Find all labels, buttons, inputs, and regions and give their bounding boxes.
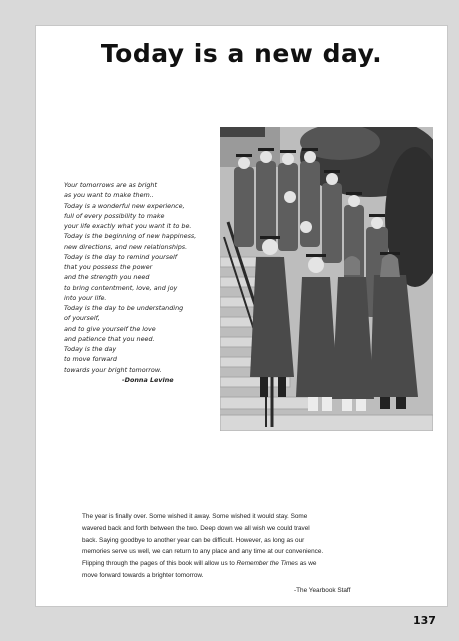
poem-line: full of every possibility to make bbox=[64, 211, 165, 220]
poem-line: and patience that you need. bbox=[64, 334, 155, 343]
yearbook-staff-signature: -The Yearbook Staff bbox=[294, 587, 351, 594]
poem-line: and the strength you need bbox=[64, 273, 150, 282]
group-photo bbox=[220, 127, 433, 431]
poem-line: to bring contentment, love, and joy bbox=[64, 283, 178, 292]
staff-note-line: move forward towards a brighter tomorrow. bbox=[82, 571, 204, 579]
staff-note-text: as we bbox=[297, 560, 317, 568]
poem-line: to move forward bbox=[64, 355, 117, 364]
poem-line: Today is the day to be understanding bbox=[64, 304, 184, 312]
staff-note-text: Flipping through the pages of this book will allow us to bbox=[82, 560, 237, 568]
poem-line: as you want to make them.. bbox=[64, 191, 154, 200]
graduates-photo-icon bbox=[220, 127, 433, 431]
poem-author: -Donna Levine bbox=[122, 375, 174, 384]
poem-line: Today is the day to remind yourself bbox=[64, 252, 178, 261]
poem-line: towards your bright tomorrow. bbox=[64, 365, 162, 374]
page-title: Today is a new day. bbox=[100, 39, 383, 68]
staff-note-line: back. Saying goodbye to another year can be difficult. However, as long as our bbox=[82, 536, 305, 544]
staff-note-line: wavered back and forth between the two. Deep down we all wish we could travel bbox=[82, 524, 310, 532]
staff-note-line: memories serve us well, we can return to any place and any time at our convenience. bbox=[82, 548, 324, 556]
yearbook-staff-note bbox=[82, 511, 402, 582]
page-number: 137 bbox=[413, 614, 436, 627]
poem-line: and to give yourself the love bbox=[64, 324, 156, 333]
poem-line: of yourself, bbox=[64, 314, 100, 323]
poem-line: Today is a wonderful new experience, bbox=[64, 201, 185, 210]
poem-line: Today is the day bbox=[64, 345, 117, 353]
poem-line: your life exactly what you want it to be. bbox=[64, 222, 192, 230]
staff-note-line bbox=[82, 558, 402, 570]
poem bbox=[64, 180, 234, 385]
poem-line: Your tomorrows are as bright bbox=[64, 181, 157, 189]
yearbook-page bbox=[36, 26, 447, 606]
staff-note-line: The year is finally over. Some wished it away. Some wished it would stay. Some bbox=[82, 513, 308, 520]
poem-line: into your life. bbox=[64, 293, 107, 302]
poem-line: new directions, and new relationships. bbox=[64, 242, 188, 251]
poem-line: Today is the beginning of new happiness, bbox=[64, 232, 197, 241]
book-title: Remember the Times bbox=[236, 560, 298, 568]
poem-line: that you possess the power bbox=[64, 263, 153, 271]
